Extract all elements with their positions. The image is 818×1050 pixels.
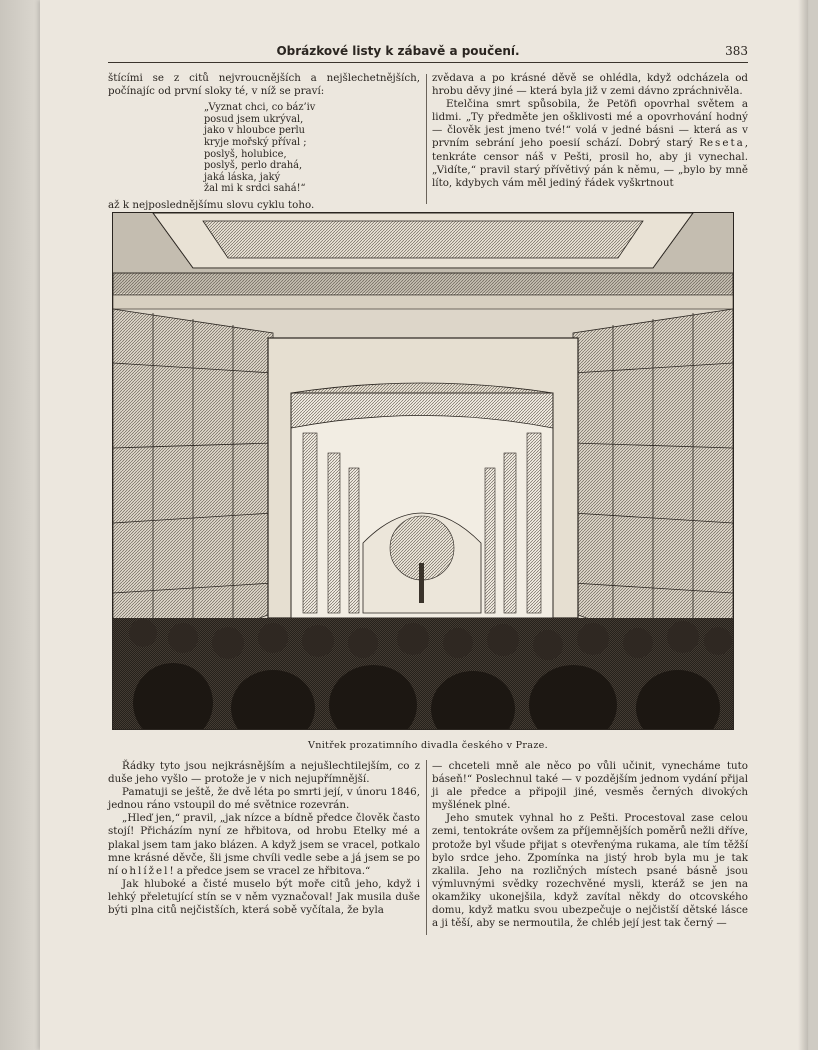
poem-line: „Vyznat chci, co báz’iv xyxy=(204,102,316,114)
top-right-column xyxy=(432,72,748,190)
engraving-drawing xyxy=(113,213,733,729)
poem-line: jaká láska, jaký xyxy=(204,171,281,183)
page-number: 383 xyxy=(725,44,748,58)
paragraph: až k nejposlednějšímu slovu cyklu toho. xyxy=(108,198,315,211)
text-run: Etelčina smrt spůsobila, že Petöfi opovrhal světem a lidmi. „Ty předměte jen ošklivosti mé a opovrhování hodný — člověk jest jmeno tvé!“ volá v jedné básni — která as v prvním sebrání jeho poesií schází. Dobrý starý R xyxy=(432,98,748,150)
paragraph: štícími se z citů nejvroucnějších a nejšlechetnějších, počínajíc od první sloky té, v níž se praví: xyxy=(108,72,420,98)
paragraph: Řádky tyto jsou nejkrásnějším a nejušlechtilejším, co z duše jeho vyšlo — protože je v nich nejupřímnější. xyxy=(108,760,420,786)
poem-excerpt xyxy=(204,102,420,195)
theatre-engraving xyxy=(112,212,734,730)
poem-line: poslyš, holubice, xyxy=(204,148,287,160)
paragraph: zvědava a po krásné děvě se ohlédla, když odcházela od hrobu děvy jiné — která byla již v zemi dávno zpráchnivěla. xyxy=(432,72,748,98)
running-header xyxy=(108,40,748,63)
poem-line: jako v hloubce perlu xyxy=(204,125,305,137)
poem-line: kryje mořský příval ; xyxy=(204,136,307,148)
paragraph xyxy=(432,98,748,190)
scan-left-margin xyxy=(0,0,40,1050)
spaced-name: eseta xyxy=(706,137,745,150)
column-rule xyxy=(426,74,427,204)
spaced-word: ohlížel xyxy=(121,864,170,877)
bottom-right-column xyxy=(432,760,748,930)
paragraph: — chceteli mně ale něco po vůli učinit, vynecháme tuto báseň!“ Poslechnul také — v pozdějším jednom vydání přijal ji ale předce a připojil jiné, vesměs černých divokých myšlének plné. xyxy=(432,760,748,812)
paragraph: Jeho smutek vyhnal ho z Pešti. Procestoval zase celou zemi, tentokráte ovšem za příjemnějších poměrů nežli dříve, protože byl všude přijat s otevřenýma rukama, ale tím těžší bylo srdce jeho. Zpomínka na jistý hrob byla mu je tak zkalila. Jeho na rozličných místech psané básně jsou výmluvnými svědky rozechvěné mysli, kteráž se jen na okamžiky ukonejšila, když zavítal někdy do otcovského domu, když matku svou ubezpečuje o nejčistší dětské lásce a ji těší, aby se nermoutila, že chléb její jest tak černý — xyxy=(432,812,748,930)
text-run: ! a předce jsem se vracel ze hřbitova.“ xyxy=(169,864,371,877)
header-title: Obrázkové listy k zábavě a poučení. xyxy=(276,44,520,58)
page-edge-shadow xyxy=(798,0,808,1050)
text-run: „Hleď jen,“ pravil, „jak nízce a bídně předce člověk často stojí! Přicházím nyní ze hřbitova, od hrobu Etelky mé a plakal jsem tam jako blázen. A když jsem se vracel, potkalo mne krásné děvče, šli jsme chvíli vedle sebe a já jsem se po ní xyxy=(108,812,420,877)
illustration-caption: Vnitřek prozatimního divadla českého v Praze. xyxy=(307,740,549,751)
paragraph: Pamatuji se ještě, že dvě léta po smrti její, v únoru 1846, jednou ráno vstoupil do mé světnice rozevrán. xyxy=(108,786,420,812)
paragraph xyxy=(108,812,420,877)
paragraph: Jak hluboké a čisté muselo být moře citů jeho, když i lehký přeletující stín se v něm vyznačoval! Jak musila duše býti plna citů nejčistších, která sobě vyčítala, že byla xyxy=(108,877,420,917)
poem-line: žal mi k srdci sahá!“ xyxy=(204,183,306,195)
top-left-column xyxy=(108,72,420,212)
poem-line: posud jsem ukrýval, xyxy=(204,113,304,125)
column-rule xyxy=(426,760,427,935)
bottom-left-column xyxy=(108,760,420,917)
text-run: , tenkráte censor náš v Pešti, prosil ho, aby ji vynechal. „Vidíte,“ pravil starý přívětivý pán k němu, — „bylo by mně líto, kdybych vám měl jediný řádek vyškrtnout xyxy=(432,137,748,189)
poem-line: poslyš, perlo drahá, xyxy=(204,160,303,172)
